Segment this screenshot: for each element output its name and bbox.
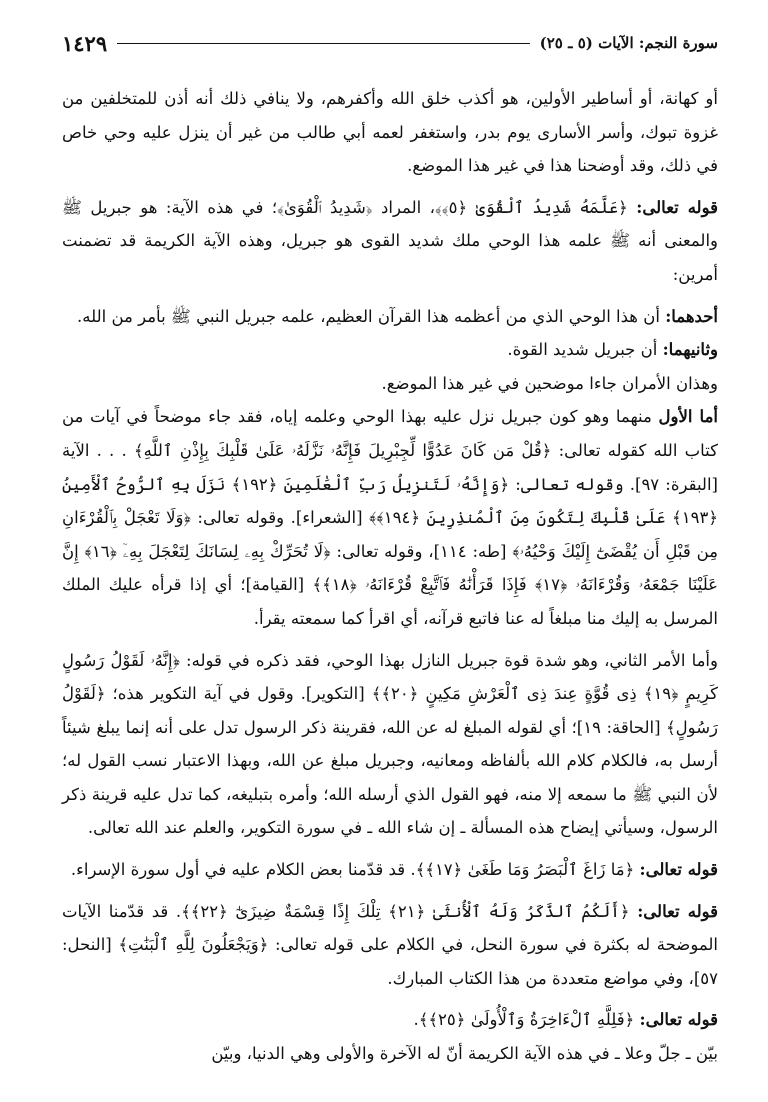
paragraph-text: منهما وهو كون جبريل نزل عليه بهذا الوحي وعلمه إياه، فقد جاء موضحاً في آيات من كتاب الله كقوله تعالى: ﴿قُلْ مَن كَانَ عَدُوًّا لِّجِبْرِيلَ فَإِنَّهُۥ نَزَّلَهُۥ عَلَىٰ قَلْبِكَ بِإِذْنِ ٱللَّهِ﴾ . . . الآية [البقرة: ٩٧]. وقوله تعالى: ﴿وَإِنَّهُۥ لَتَنزِيلُ رَبِّ ٱلْعَٰلَمِينَ ﴿١٩٢﴾ نَزَلَ بِهِ ٱلرُّوحُ ٱلْأَمِينُ ﴿١٩٣﴾ عَلَىٰ قَلْبِكَ لِتَكُونَ مِنَ ٱلْمُنذِرِينَ ﴿١٩٤﴾﴾ [الشعراء]. وقوله تعالى: ﴿وَلَا تَعْجَلْ بِٱلْقُرْءَانِ مِن قَبْلِ أَن يُقْضَىٰٓ إِلَيْكَ وَحْيُهُۥ﴾ [طه: ١١٤]، وقوله تعالى: ﴿لَا تُحَرِّكْ بِهِۦ لِسَانَكَ لِتَعْجَلَ بِهِۦٓ ﴿١٦﴾ إِنَّ عَلَيْنَا جَمْعَهُۥ وَقُرْءَانَهُۥ ﴿١٧﴾ فَإِذَا قَرَأْنَٰهُ فَٱتَّبِعْ قُرْءَانَهُۥ ﴿١٨﴾﴾ [القيامة]؛ أي إذا قرأه عليك الملك المرسل به إليك منا مبلغاً له عنا فاتبع قرآنه، أي اقرأ كما سمعته يقرأ. (62, 407, 719, 628)
paragraph (62, 895, 718, 996)
paragraph (62, 1037, 718, 1071)
paragraph (62, 400, 718, 635)
paragraph (62, 191, 718, 292)
paragraph-text: أن جبريل شديد القوة. (507, 340, 658, 360)
paragraph (62, 367, 718, 401)
paragraph (62, 1003, 718, 1037)
page-body (62, 82, 718, 1071)
surah-label: سورة النجم: الآيات (٥ ـ ٢٥) (539, 34, 718, 52)
header-rule (117, 43, 529, 44)
paragraph-text: وأما الأمر الثاني، وهو شدة قوة جبريل النازل بهذا الوحي، فقد ذكره في قوله: ﴿إِنَّهُۥ لَقَوْلُ رَسُولٍ كَرِيمٍ ﴿١٩﴾ ذِى قُوَّةٍ عِندَ ذِى ٱلْعَرْشِ مَكِينٍ ﴿٢٠﴾﴾ [التكوير]. وقول في آية التكوير هذه؛ ﴿لَقَوْلُ رَسُولٍ﴾ [الحاقة: ١٩]؛ أي لقوله المبلغ له عن الله، فقرينة ذكر الرسول تدل على أنه إنما يبلغ شيئاً أرسل به، فالكلام كلام الله بألفاظه ومعانيه، وجبريل مبلغ عن الله، وبهذا الاعتبار نسب القول له؛ لأن النبي ﷺ ما سمعه إلا منه، فهو القول الذي أرسله الله؛ وأمره بتبليغه، كما تدل عليه قرينة ذكر الرسول، وسيأتي إيضاح هذه المسألة ـ إن شاء الله ـ في سورة التكوير، والعلم عند الله تعالى. (62, 650, 718, 838)
paragraph-lead: قوله تعالى: (636, 197, 718, 217)
paragraph (62, 82, 718, 183)
paragraph-lead: أحدهما: (665, 306, 718, 326)
paragraph (62, 644, 718, 846)
paragraph-lead: وثانيهما: (662, 340, 718, 360)
page-number: ١٤٢٩ (62, 30, 108, 56)
page-header (62, 26, 718, 60)
paragraph-lead: قوله تعالى: (637, 901, 719, 921)
paragraph (62, 300, 718, 334)
paragraph-lead: أما الأول (658, 407, 718, 427)
paragraph-lead: قوله تعالى: (639, 1010, 718, 1030)
paragraph-text: ﴿فَلِلَّهِ ٱلْءَاخِرَةُ وَٱلْأُولَىٰ ﴿٢٥﴾﴾. (413, 1010, 635, 1030)
paragraph-text: وهذان الأمران جاءا موضحين في غير هذا الموضع. (381, 373, 718, 393)
paragraph-text: ﴿مَا زَاغَ ٱلْبَصَرُ وَمَا طَغَىٰ ﴿١٧﴾﴾. قد قدّمنا بعض الكلام عليه في أول سورة الإسراء. (70, 860, 635, 880)
paragraph-lead: قوله تعالى: (639, 860, 718, 880)
paragraph-text: أو كهانة، أو أساطير الأولين، هو أكذب خلق الله وأكفرهم، ولا ينافي ذلك أنه أذن للمتخلفين من غزوة تبوك، وأسر الأسارى يوم بدر، واستغفر لعمه أبي طالب من غير أن ينزل عليه وحي خاص في ذلك، وقد أوضحنا هذا في غير هذا الموضع. (62, 89, 718, 176)
paragraph-text: بيّن ـ جلّ وعلا ـ في هذه الآية الكريمة أنّ له الآخرة والأولى وهي الدنيا، وبيّن (211, 1044, 718, 1064)
paragraph (62, 333, 718, 367)
paragraph-text: ﴿عَلَّمَهُ شَدِيدُ ٱلْقُوَىٰ ﴿٥﴾﴾، المراد ﴿شَدِيدُ ٱلْقُوَىٰ﴾؛ في هذه الآية: هو جبريل ﷺ والمعنى أنه ﷺ علمه هذا الوحي ملك شديد القوى هو جبريل، وهذه الآية الكريمة قد تضمنت أمرين: (62, 197, 718, 284)
paragraph (62, 853, 718, 887)
paragraph-text: أن هذا الوحي الذي من أعظمه هذا القرآن العظيم، علمه جبريل النبي ﷺ بأمر من الله. (77, 306, 660, 326)
paragraph-text: ﴿أَلَكُمُ ٱلذَّكَرُ وَلَهُ ٱلْأُنثَىٰ ﴿٢١﴾ تِلْكَ إِذًا قِسْمَةٌ ضِيزَىٰٓ ﴿٢٢﴾﴾. قد قدّمنا الآيات الموضحة له بكثرة في سورة النحل، في الكلام على قوله تعالى: ﴿وَيَجْعَلُونَ لِلَّهِ ٱلْبَنَٰتِ﴾ [النحل: ٥٧]، وفي مواضع متعددة من هذا الكتاب المبارك. (62, 901, 718, 988)
